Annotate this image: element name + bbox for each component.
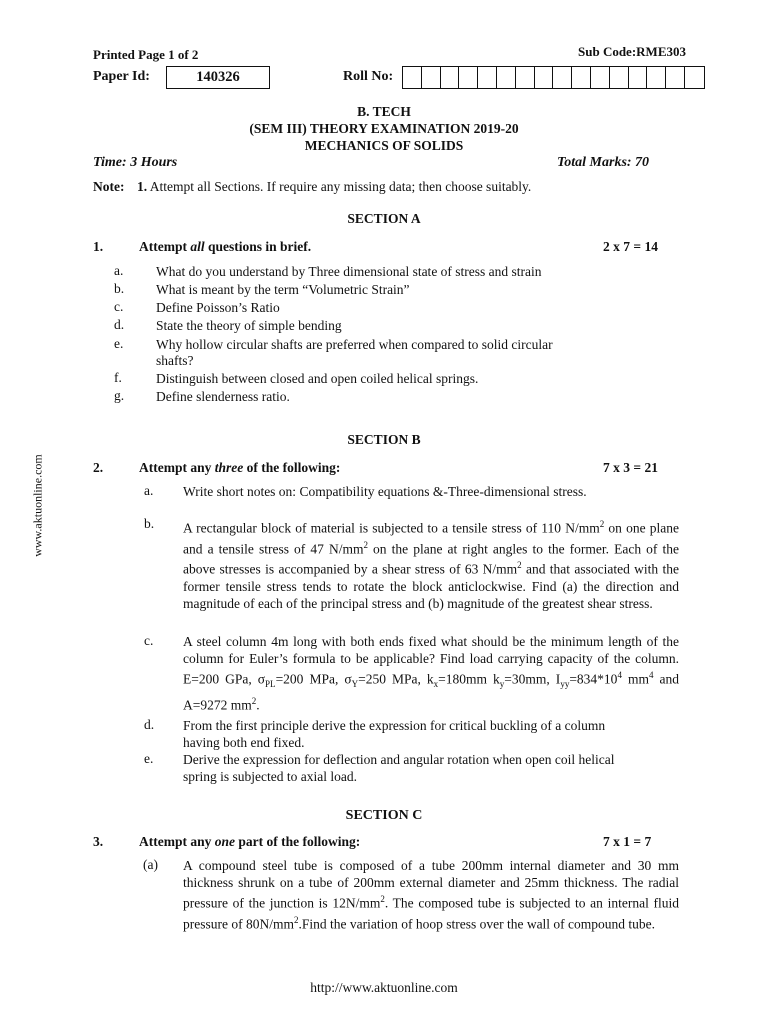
item-text: Define Poisson’s Ratio [156, 300, 280, 315]
item-label: a. [114, 263, 124, 278]
section-b-heading: SECTION B [347, 432, 421, 447]
side-watermark-text: www.aktuonline.com [30, 454, 45, 557]
item-text: State the theory of simple bending [156, 318, 342, 333]
item-label: b. [144, 516, 155, 531]
roll-no-cell [516, 67, 535, 88]
q2-instruction [139, 460, 340, 476]
item-text: What do you understand by Three dimensional state of stress and strain [156, 264, 542, 279]
item-text-continued: having both end fixed. [183, 735, 305, 750]
subject-title: MECHANICS OF SOLIDS [304, 138, 464, 153]
roll-no-cell [497, 67, 516, 88]
item-label: a. [144, 483, 154, 498]
item-label: c. [114, 299, 124, 314]
item-label: d. [144, 717, 155, 732]
item-text: Why hollow circular shafts are preferred when compared to solid circular [156, 337, 553, 352]
roll-no-cell [629, 67, 648, 88]
q2-marks: 7 x 3 = 21 [603, 460, 658, 475]
item-text: Write short notes on: Compatibility equations &-Three-dimensional stress. [183, 484, 587, 499]
roll-no-cell [459, 67, 478, 88]
item-text: A compound steel tube is composed of a tube 200mm internal diameter and 30 mm thickness shrunk on a tube of 200mm external diameter and 25mm thickness. The radial pressure of the junction is $12N/mm^2$. The composed tube is subjected to an internal fluid pressure of $80N/mm^2.Find$ the variation of hoop stress over the wall of compound tube. [183, 858, 679, 931]
item-label: f. [114, 370, 122, 385]
total-marks: Total Marks: 70 [557, 155, 650, 170]
paper-id-box: 140326 [166, 66, 270, 89]
time-label: Time: 3 Hours [93, 155, 178, 170]
section-c-heading: SECTION C [345, 808, 423, 823]
roll-no-cell [441, 67, 460, 88]
q3-em: one [214, 834, 235, 849]
roll-no-cell [535, 67, 554, 88]
side-watermark [27, 440, 45, 570]
note-label: Note: [93, 179, 125, 194]
roll-no-cell [610, 67, 629, 88]
q2-number: 2. [93, 460, 104, 475]
item-label: e. [144, 751, 154, 766]
sub-code: Sub Code:RME303 [578, 44, 686, 59]
q1-marks: 2 x 7 = 14 [603, 239, 658, 254]
roll-no-cell [647, 67, 666, 88]
q1-pre: Attempt [139, 239, 191, 254]
q2-post: of the following: [243, 460, 341, 475]
q3-marks: 7 x 1 = 7 [603, 834, 652, 849]
note-text: 1. Attempt all Sections. If require any missing data; then choose suitably. [137, 179, 532, 194]
q3-pre: Attempt any [139, 834, 215, 849]
item-label: e. [114, 336, 124, 351]
roll-no-cell [685, 67, 704, 88]
roll-no-cell [403, 67, 422, 88]
item-text-continued: shafts? [156, 353, 194, 368]
item-label: g. [114, 388, 125, 403]
footer-url[interactable]: http://www.aktuonline.com [310, 980, 458, 995]
degree-title: B. TECH [357, 104, 411, 119]
item-text: What is meant by the term “Volumetric Strain” [156, 282, 410, 297]
roll-no-cell [478, 67, 497, 88]
roll-no-cell [422, 67, 441, 88]
item-text: Define slenderness ratio. [156, 389, 290, 404]
exam-title: (SEM III) THEORY EXAMINATION 2019-20 [249, 121, 519, 136]
item-text: Distinguish between closed and open coiled helical springs. [156, 371, 479, 386]
item-label: b. [114, 281, 125, 296]
printed-page-label: Printed Page 1 of 2 [93, 47, 199, 62]
q3-post: part of the following: [235, 834, 361, 849]
q2-em: three [214, 460, 244, 475]
item-text-continued: spring is subjected to axial load. [183, 769, 357, 784]
roll-no-cell [572, 67, 591, 88]
roll-no-cell [666, 67, 685, 88]
q3-instruction [139, 834, 360, 850]
item-label: d. [114, 317, 125, 332]
roll-no-cell [553, 67, 572, 88]
roll-no-boxes [402, 66, 705, 89]
q1-number: 1. [93, 239, 104, 254]
section-a-heading: SECTION A [347, 211, 421, 226]
item-text: Derive the expression for deflection and angular rotation when open coil helical [183, 752, 615, 767]
item-text: A steel column 4m long with both ends fixed what should be the minimum length of the column for Euler’s formula to be applicable? Find load carrying capacity of the column. E=200 GPa, $\sigma_{PL}=200$ MPa, $\sigma_Y=250$ MPa, $k_x=180mm$ $k_y=30mm$, $I_{yy}=834*10^4$ $mm^4$ and A=9272 $mm^2$. [183, 634, 679, 713]
paper-id-label: Paper Id: [93, 69, 150, 84]
q2-pre: Attempt any [139, 460, 215, 475]
q1-em: all [190, 239, 205, 254]
item-label: c. [144, 633, 154, 648]
q1-post: questions in brief. [204, 239, 312, 254]
roll-no-label: Roll No: [343, 69, 394, 84]
item-label: (a) [143, 857, 158, 872]
q1-instruction [139, 239, 311, 255]
item-text: From the first principle derive the expression for critical buckling of a column [183, 718, 606, 733]
roll-no-cell [591, 67, 610, 88]
item-text: A rectangular block of material is subjected to a tensile stress of 110 $N/mm^2$ on one plane and a tensile stress of 47 $N/mm^2$ on the plane at right angles to the former. Each of the above stresses is accompanied by a shear stress of 63 $N/mm^2$ and that associated with the former tensile stress tends to rotate the block anticlockwise. Find (a) the direction and magnitude of each of the principal stress and (b) magnitude of the greatest shear stress. [183, 519, 679, 611]
note-body: Attempt all Sections. If require any missing data; then choose suitably. [149, 179, 532, 194]
q3-number: 3. [93, 834, 104, 849]
